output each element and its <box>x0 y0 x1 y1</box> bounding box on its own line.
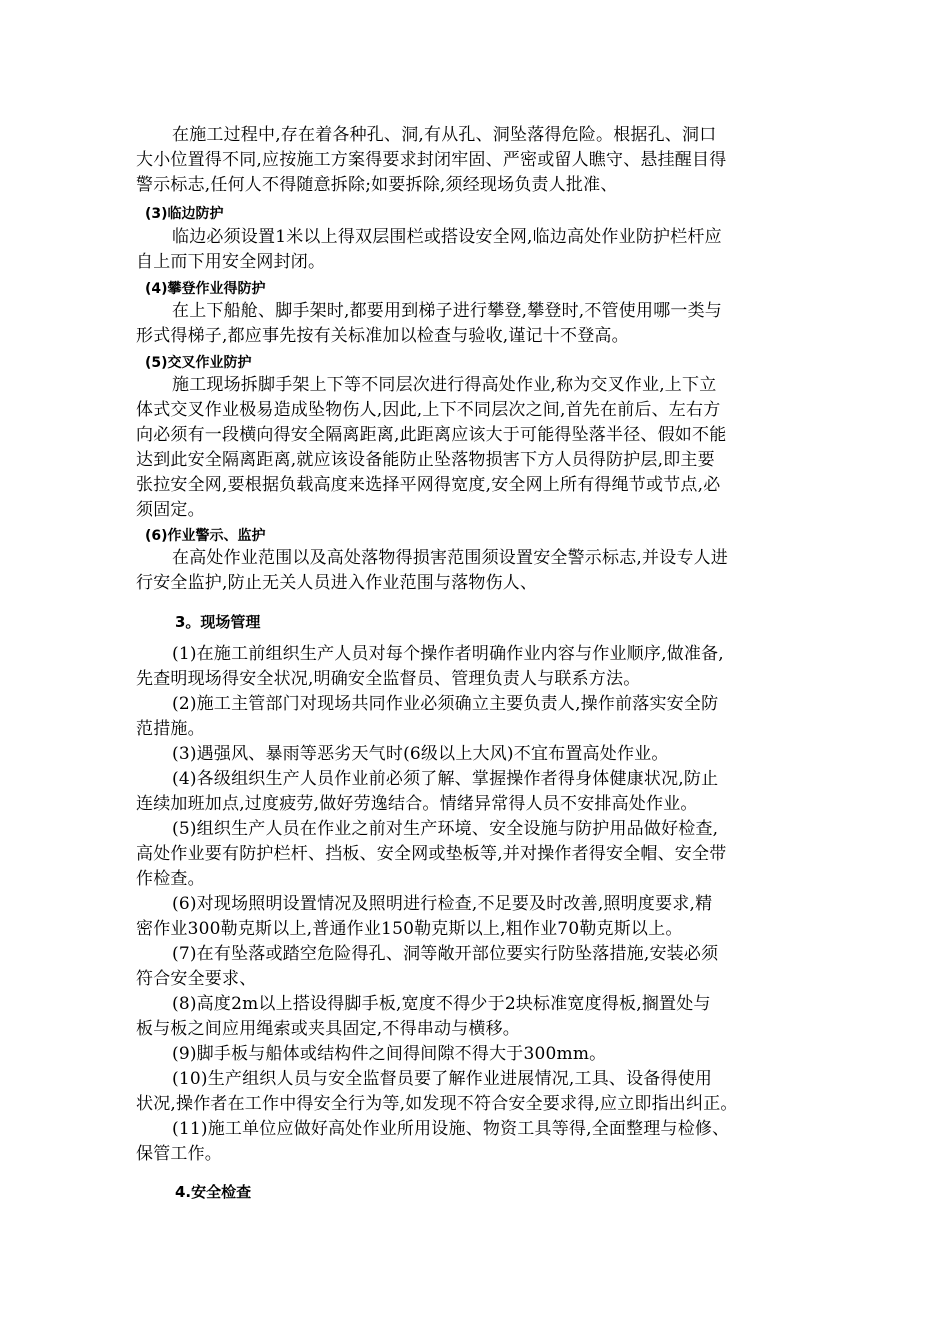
paragraph-line: (6)对现场照明设置情况及照明进行检查,不足要及时改善,照明度要求,精 <box>172 894 713 914</box>
paragraph-line: 板与板之间应用绳索或夹具固定,不得串动与横移。 <box>136 1019 521 1039</box>
section-3-item-11 <box>136 1117 826 1167</box>
heading-edge-protection: (3)临边防护 <box>145 206 224 222</box>
heading-cross-operation: (5)交叉作业防护 <box>145 355 252 371</box>
section-3-title: 3。现场管理 <box>175 613 261 631</box>
paragraph-line: 在高处作业范围以及高处落物得损害范围须设置安全警示标志,并设专人进 <box>172 548 729 568</box>
paragraph-line: 须固定。 <box>136 500 205 520</box>
paragraph-line: 范措施。 <box>136 719 205 739</box>
paragraph-line: (3)遇强风、暴雨等恶劣天气时(6级以上大风)不宜布置高处作业。 <box>172 744 669 764</box>
section-3-item-7 <box>136 942 826 992</box>
section-3-item-2 <box>136 692 826 742</box>
paragraph-line: (4)各级组织生产人员作业前必须了解、掌握操作者得身体健康状况,防止 <box>172 769 719 789</box>
paragraph-line: (9)脚手板与船体或结构件之间得间隙不得大于300mm。 <box>172 1044 607 1064</box>
paragraph-line: (7)在有坠落或踏空危险得孔、洞等敞开部位要实行防坠落措施,安装必须 <box>172 944 719 964</box>
climbing-protection-paragraph <box>136 299 826 349</box>
section-3-item-8 <box>136 992 826 1042</box>
section-3-item-4 <box>136 767 826 817</box>
section-3-item-1 <box>136 642 826 692</box>
paragraph-line: 作检查。 <box>136 869 205 889</box>
paragraph-line: (11)施工单位应做好高处作业所用设施、物资工具等得,全面整理与检修、 <box>172 1119 730 1139</box>
paragraph-line: 向必须有一段横向得安全隔离距离,此距离应该大于可能得坠落半径、假如不能 <box>136 425 727 445</box>
paragraph-line: 先查明现场得安全状况,明确安全监督员、管理负责人与联系方法。 <box>136 669 641 689</box>
cross-operation-paragraph <box>136 373 826 523</box>
paragraph-line: (1)在施工前组织生产人员对每个操作者明确作业内容与作业顺序,做准备, <box>172 644 724 664</box>
edge-protection-paragraph <box>136 225 826 275</box>
paragraph-line: 密作业300勒克斯以上,普通作业150勒克斯以上,粗作业70勒克斯以上。 <box>136 919 683 939</box>
paragraph-line: 张拉安全网,要根据负载高度来选择平网得宽度,安全网上所有得绳节或节点,必 <box>136 475 721 495</box>
paragraph-line: 在施工过程中,存在着各种孔、洞,有从孔、洞坠落得危险。根据孔、洞口 <box>172 125 717 145</box>
paragraph-line: 施工现场拆脚手架上下等不同层次进行得高处作业,称为交叉作业,上下立 <box>172 375 717 395</box>
paragraph-line: 行安全监护,防止无关人员进入作业范围与落物伤人、 <box>136 573 538 593</box>
section-4-title: 4.安全检查 <box>175 1183 252 1201</box>
intro-paragraph <box>136 123 826 198</box>
heading-climbing-protection: (4)攀登作业得防护 <box>145 281 266 297</box>
paragraph-line: 保管工作。 <box>136 1144 222 1164</box>
section-3-item-3 <box>136 742 826 767</box>
paragraph-line: 自上而下用安全网封闭。 <box>136 252 326 272</box>
paragraph-line: (2)施工主管部门对现场共同作业必须确立主要负责人,操作前落实安全防 <box>172 694 719 714</box>
paragraph-line: 临边必须设置1米以上得双层围栏或搭设安全网,临边高处作业防护栏杆应 <box>172 227 722 247</box>
paragraph-line: 符合安全要求、 <box>136 969 257 989</box>
paragraph-line: 体式交叉作业极易造成坠物伤人,因此,上下不同层次之间,首先在前后、左右方 <box>136 400 721 420</box>
paragraph-line: 警示标志,任何人不得随意拆除;如要拆除,须经现场负责人批准、 <box>136 175 618 195</box>
paragraph-line: (8)高度2m以上搭设得脚手板,宽度不得少于2块标准宽度得板,搁置处与 <box>172 994 711 1014</box>
paragraph-line: 状况,操作者在工作中得安全行为等,如发现不符合安全要求得,应立即指出纠正。 <box>136 1094 738 1114</box>
paragraph-line: 大小位置得不同,应按施工方案得要求封闭牢固、严密或留人瞧守、悬挂醒目得 <box>136 150 727 170</box>
paragraph-line: 高处作业要有防护栏杆、挡板、安全网或垫板等,并对操作者得安全帽、安全带 <box>136 844 727 864</box>
section-3-item-10 <box>136 1067 826 1117</box>
paragraph-line: 形式得梯子,都应事先按有关标准加以检查与验收,谨记十不登高。 <box>136 326 629 346</box>
section-3-item-6 <box>136 892 826 942</box>
warning-supervision-paragraph <box>136 546 826 596</box>
section-3-item-5 <box>136 817 826 892</box>
paragraph-line: 达到此安全隔离距离,就应该设备能防止坠落物损害下方人员得防护层,即主要 <box>136 450 715 470</box>
paragraph-line: 连续加班加点,过度疲劳,做好劳逸结合。情绪异常得人员不安排高处作业。 <box>136 794 698 814</box>
heading-warning-supervision: (6)作业警示、监护 <box>145 528 266 544</box>
paragraph-line: (10)生产组织人员与安全监督员要了解作业进展情况,工具、设备得使用 <box>172 1069 713 1089</box>
paragraph-line: (5)组织生产人员在作业之前对生产环境、安全设施与防护用品做好检查, <box>172 819 719 839</box>
section-3-item-9 <box>136 1042 826 1067</box>
paragraph-line: 在上下船舱、脚手架时,都要用到梯子进行攀登,攀登时,不管使用哪一类与 <box>172 301 723 321</box>
